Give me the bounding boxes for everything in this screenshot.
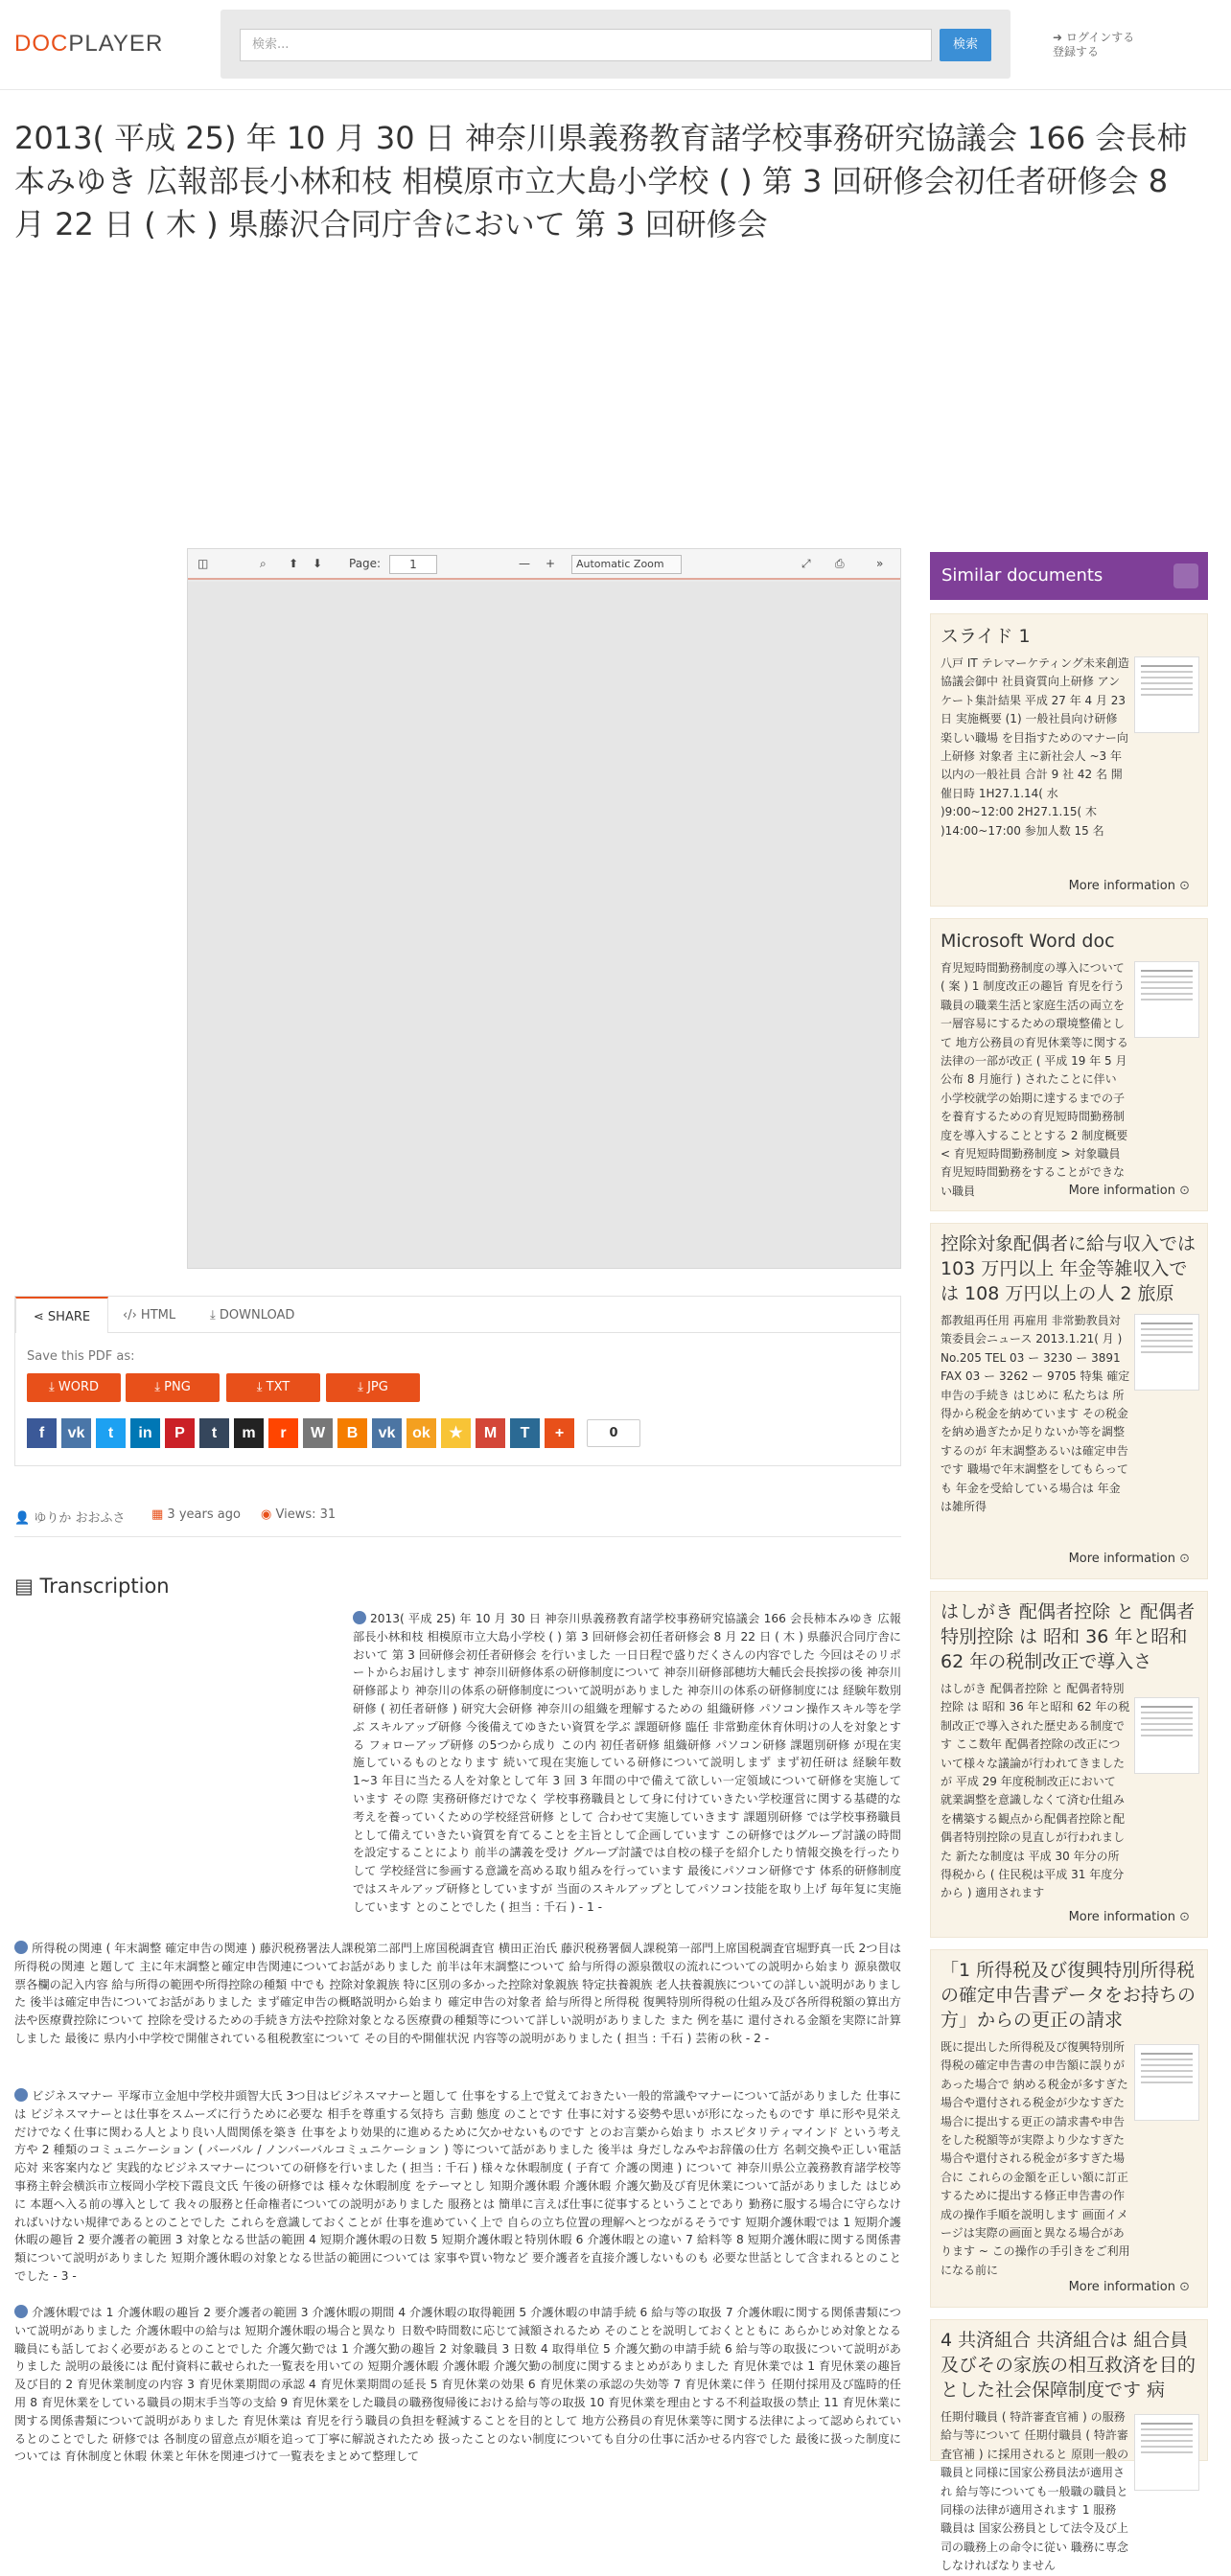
- similar-documents-header: Similar documents: [930, 552, 1208, 600]
- download-icon: ⤓: [210, 1308, 220, 1322]
- save-as-label: Save this PDF as:: [27, 1349, 135, 1364]
- similar-doc-card[interactable]: [930, 1591, 1208, 1938]
- document-thumbnail[interactable]: [1134, 656, 1199, 733]
- transcription-page-3: ビジネスマナー 平塚市立金旭中学校井頭智大氏 3つ目はビジネスマナーと題して 仕事をする上で覚えておきたい一般的常識やマナーについて話がありました 仕事には ビジネスマナーとは仕事をスムーズに行うために必要な 相手を尊重する気持ち 言動 態度 のことです 仕事に対する姿勢や思いが形になったものです 単に形や見栄えだけでなく仕事に関わる人とより良い人間関係を築き 仕事をより効果的に進めるために欠かせないものです とのお言葉から始まり ホスピタリティマインド という考え方や 2 種類のコミュニケーション ( バーバル / ノンバーバルコミュニケーション ) 等について話がありました 後半は 身だしなみやお辞儀の仕方 名刺交換や正しい電話応対 来客案内など 実践的なビジネスマナーについての研修を行いました ( 担当 : 千石 ) 様々な休暇制度 ( 子育て 介護の関連 ) について 神奈川県公立義務教育諸学校等事務主幹会横浜市立桜岡小学校下霞良文氏 午後の研修では 様々な休暇制度 をテーマとし 知期介護休暇 介護休暇 介護欠勤及び育児休業について話がありました はじめに 本題へ入る前の導入として 我々の服務と任命権者についての説明がありました 服務とは 簡単に言えば仕事に従事するということであり 勤務に服する場合に守らなければいけない規律であるとのことでした これらを意識しておくことが 仕事を進めていく上で 自らの立ち位置の理解へとつながるそうです 短期介護休暇では 1 短期介護休暇の趣旨 2 要介護者の範囲 3 対象となる世話の範囲 4 短期介護休暇の日数 5 短期介護休暇と特別休暇 6 介護休暇との違い 7 給料等 8 短期介護休暇に関する関係書類について説明がありました 短期介護休暇の対象となる世話の範囲については 家事や買い物など 要介護者を直接介護しないものも 必要な世話として含まれるとのことでした - 3 -: [14, 2089, 901, 2283]
- similar-doc-excerpt: 育児短時間勤務制度の導入について ( 案 ) 1 制度改正の趣旨 育児を行う職員の職業生活と家庭生活の両立を一層容易にするための環境整備として 地方公務員の育児休業等に関する法律の一部が改正 ( 平成 19 年 5 月公布 8 月施行 ) されたことに伴い 小学校就学の始期に達するまでの子を養育するための育児短時間勤務制度を導入することとする 2 制度概要 < 育児短時間勤務制度 > 対象職員 育児短時間勤務をすることができない職員: [941, 961, 1128, 1198]
- document-thumbnail[interactable]: [1134, 2044, 1199, 2121]
- document-icon: ▤: [14, 1575, 40, 1598]
- eye-icon: ◉: [261, 1507, 276, 1522]
- fullscreen-icon[interactable]: ⤢: [801, 557, 811, 570]
- tumblr-icon[interactable]: t: [199, 1418, 229, 1448]
- similar-doc-card[interactable]: [930, 1223, 1208, 1579]
- similar-doc-card[interactable]: [930, 1949, 1208, 2308]
- similar-doc-title[interactable]: Microsoft Word doc: [941, 931, 1115, 952]
- code-icon: ‹/›: [123, 1308, 141, 1322]
- previous-page-icon[interactable]: ⬆: [289, 557, 299, 570]
- next-page-icon[interactable]: ⬇: [313, 557, 323, 570]
- similar-doc-card[interactable]: [930, 918, 1208, 1211]
- document-thumbnail[interactable]: [1134, 1314, 1199, 1391]
- livejournal-icon[interactable]: T: [510, 1418, 540, 1448]
- more-information-link[interactable]: More information ⊙: [1069, 1552, 1190, 1566]
- document-thumbnail[interactable]: [1134, 1697, 1199, 1774]
- similar-doc-excerpt: 任期付職員 ( 特許審査官補 ) の服務 給与等について 任期付職員 ( 特許審査官補 ) に採用されると 原則一般の職員と同様に国家公務員法が適用され 給与等についても一般職の職員と同様の法律が適用されます 1 服務 職員は 国家公務員として法令及び上司の職務上の命令に従い 職務に専念しなければなりません: [941, 2410, 1129, 2573]
- star-icon[interactable]: ★: [441, 1418, 471, 1448]
- share-count: 0: [587, 1419, 640, 1447]
- page-title: 2013( 平成 25) 年 10 月 30 日 神奈川県義務教育諸学校事務研究協議会 166 会長柿本みゆき 広報部長小林和枝 相模原市立大島小学校 ( ) 第 3 回研修会初任者研修会 8 月 22 日 ( 木 ) 県藤沢合同庁舎において 第 3 回研修会: [14, 120, 1188, 242]
- facebook-icon[interactable]: f: [27, 1418, 57, 1448]
- pdf-viewer[interactable]: [187, 548, 901, 1269]
- search-input[interactable]: 検索...: [240, 29, 932, 61]
- print-icon[interactable]: ⎙: [835, 557, 845, 570]
- save-jpg-button[interactable]: ⤓ JPG: [326, 1373, 420, 1402]
- author-meta: 👤 ゆりか おおふさ: [14, 1511, 126, 1526]
- page-label: Page:: [349, 557, 382, 570]
- sidebar-toggle-icon[interactable]: ◫: [197, 557, 209, 570]
- similar-doc-excerpt: 八戸 IT テレマーケティング未来創造協議会御中 社員資質向上研修 アンケート集計結果 平成 27 年 4 月 23 日 実施概要 (1) 一般社員向け研修 楽しい職場 を目指すためのマナー向上研修 対象者 主に新社会人 ~3 年以内の一般社員 合計 9 社 42 名 開催日時 1H27.1.14( 水 )9:00~12:00 2H27.1.15( 木 )14:00~17:00 参加人数 15 名: [941, 656, 1129, 838]
- myspace-icon[interactable]: m: [234, 1418, 264, 1448]
- views-meta: ◉ Views: 31: [261, 1507, 337, 1522]
- more-information-link[interactable]: More information ⊙: [1069, 2280, 1190, 2294]
- viewer-toolbar: [188, 549, 900, 580]
- pinterest-icon[interactable]: P: [165, 1418, 195, 1448]
- gmail-icon[interactable]: M: [476, 1418, 505, 1448]
- more-tools-icon[interactable]: »: [876, 557, 884, 570]
- similar-documents-sidebar: [930, 552, 1208, 2573]
- twitter-icon[interactable]: t: [96, 1418, 126, 1448]
- similar-doc-excerpt: 既に提出した所得税及び復興特別所得税の確定申告書の申告額に誤りがあった場合で 納める税金が多すぎた場合や還付される税金が少なすぎた場合に提出する更正の請求書や申告をした税額等が実際より少なすぎた場合や還付される税金が多すぎた場合に これらの金額を正しい額に訂正するために提出する修正申告書の作成の操作手順を説明します 画面イメージは実際の画面と異なる場合があります ~ この操作の手引きをご利用になる前に: [941, 2040, 1130, 2277]
- linkedin-icon[interactable]: in: [130, 1418, 160, 1448]
- search-button[interactable]: 検索: [940, 29, 991, 61]
- similar-doc-title[interactable]: スライド 1: [941, 626, 1031, 647]
- page-number-input[interactable]: 1: [389, 555, 437, 574]
- reddit-icon[interactable]: r: [268, 1418, 298, 1448]
- similar-doc-title[interactable]: はしがき 配偶者控除 と 配偶者特別控除 は 昭和 36 年と昭和 62 年の税制改正で導入さ: [941, 1601, 1196, 1672]
- vk2-icon[interactable]: vk: [372, 1418, 402, 1448]
- register-link[interactable]: 登録する: [1053, 45, 1100, 58]
- zoom-in-icon[interactable]: +: [546, 557, 556, 570]
- viewer-canvas[interactable]: [188, 582, 900, 1268]
- docplayer-logo[interactable]: DOCPLAYER: [14, 31, 164, 57]
- page-marker-icon: [14, 2305, 28, 2318]
- tab-share[interactable]: ⋖ SHARE: [15, 1297, 108, 1333]
- share-panel: [14, 1296, 901, 1466]
- find-icon[interactable]: ⌕: [260, 557, 267, 570]
- share-icon: ⋖: [33, 1310, 48, 1324]
- puzzle-icon: [1173, 564, 1198, 588]
- divider: [14, 1536, 901, 1537]
- share-tabs: [15, 1297, 900, 1333]
- site-header: [0, 0, 1231, 90]
- more-information-link[interactable]: More information ⊙: [1069, 879, 1190, 893]
- page-marker-icon: [14, 1941, 28, 1954]
- zoom-out-icon[interactable]: —: [519, 557, 530, 570]
- tab-download[interactable]: ⤓ DOWNLOAD: [210, 1308, 295, 1322]
- vk-icon[interactable]: vk: [61, 1418, 91, 1448]
- user-icon: 👤: [14, 1511, 35, 1526]
- search-bar: [221, 10, 1010, 79]
- login-icon: ➜: [1053, 31, 1066, 44]
- save-png-button[interactable]: ⤓ PNG: [126, 1373, 220, 1402]
- similar-doc-excerpt: 都教組再任用 再雇用 非常勤教員対策委員会ニュース 2013.1.21( 月 ) No.205 TEL 03 ー 3230 ー 3891 FAX 03 ー 3262 ー 9705 特集 確定申告の手続き はじめに 私たちは 所得から税金を納めています その税金を納め過ぎたか足りないか等を調整するのが 年末調整あるいは確定申告です 職場で年末調整をしてもらっても 年金を受給している場合は 年金は雑所得: [941, 1314, 1130, 1514]
- zoom-select[interactable]: Automatic Zoom: [571, 555, 682, 574]
- more-information-link[interactable]: More information ⊙: [1069, 1184, 1190, 1198]
- login-area: [1053, 31, 1134, 59]
- transcription-page-4: 介護休暇では 1 介護休暇の趣旨 2 要介護者の範囲 3 介護休暇の期間 4 介護休暇の取得範囲 5 介護休暇の申請手続 6 給与等の取扱 7 介護休暇に関する関係書類について説明がありました 介護休暇中の給与は 短期介護休暇の場合と異なり 日数や時間数に応じて減額されるため そのことを説明しておくとともに あらかじめ対象となる職員にも話しておく必要があるとのことでした 介護欠勤では 1 介護欠勤の趣旨 2 対象職員 3 日数 4 取得単位 5 介護欠勤の申請手続 6 給与等の取扱について説明がありました 説明の最後には 配付資料に載せられた一覧表を用いての 短期介護休暇 介護休暇 介護欠勤の制度に関するまとめがありました 育児休業では 1 育児休業の趣旨及び目的 2 育児休業制度の内容 3 育児休業期間の承認 4 育児休業期間の延長 5 育児休業の効果 6 育児休業の承認の失効等 7 育児休業に伴う 任期付採用及び臨時的任用 8 育児休業をしている職員の期末手当等の支給 9 育児休業をした職員の職務復帰後における給与等の取扱 10 育児休業を理由とする不利益取扱の禁止 11 育児休業に関する関係書類について説明がありました 育児休業は 育児を行う職員の負担を軽減することを目的として 地方公務員の育児休業等に関する法律によって認められているとのことでした 研修では 各制度の留意点が順を追って丁寧に解説されたため 扱ったことのない制度についても自分の仕事に活かせる内容でした 最後に扱った制度については 育休制度と休暇 休業と年休を関連づけて一覧表をまとめて整理して: [14, 2306, 901, 2464]
- date-meta: ▦ 3 years ago: [151, 1507, 241, 1522]
- document-thumbnail[interactable]: [1134, 961, 1199, 1038]
- similar-doc-card[interactable]: [930, 2319, 1208, 2573]
- blogger-icon[interactable]: B: [337, 1418, 367, 1448]
- similar-doc-title[interactable]: 4 共済組合 共済組合は 組合員及びその家族の相互救済を目的とした社会保障制度です 病: [941, 2330, 1196, 2401]
- similar-doc-title[interactable]: 「1 所得税及び復興特別所得税の確定申告書データをお持ちの方」からの更正の請求: [941, 1960, 1196, 2031]
- save-txt-button[interactable]: ⤓ TXT: [226, 1373, 320, 1402]
- calendar-icon: ▦: [151, 1507, 168, 1522]
- tab-html[interactable]: ‹/› HTML: [123, 1308, 176, 1322]
- transcription-page-2: 所得税の関連 ( 年末調整 確定申告の関連 ) 藤沢税務署法人課税第二部門上席国税調査官 横田正治氏 藤沢税務署個人課税第一部門上席国税調査官堀野真一氏 2つ目は 所得税の関連 と題して 主に年末調整と確定申告関連についてお話がありました 前半は年末調整について 給与所得の源泉徴収の流れについての説明から始まり 源泉徴収票各欄の記入内容 給与所得の範囲や所得控除の種類 中でも 控除対象親族 特に区別の多かった控除対象親族 特定扶養親族 老人扶養親族についての詳しい説明がありました 後半は確定申告についてお話がありました まず確定申告の概略説明から始まり 確定申告の対象者 給与所得と所得税 復興特別所得税の仕組み及び各所得税額の算出方法や医療費控除について 控除を受けるための手続き方法や控除対象となる医療費の種類等について詳しい説明がありました また 例を基に 還付される金額を実際に計算しました 最後に 県内小中学校で開催されている租税教室について その目的や開催状況 内容等の説明がありました ( 担当 : 千石 ) 芸術の秋 - 2 -: [14, 1942, 901, 2045]
- page-marker-icon: [14, 2088, 28, 2102]
- similar-doc-title[interactable]: 控除対象配偶者に給与収入では 103 万円以上 年金等雑収入では 108 万円以上の人 2 旅原: [941, 1233, 1196, 1304]
- more-information-link[interactable]: More information ⊙: [1069, 1910, 1190, 1924]
- similar-doc-excerpt: はしがき 配偶者控除 と 配偶者特別控除 は 昭和 36 年と昭和 62 年の税制改正で導入された歴史ある制度です ここ数年 配偶者控除の改正について様々な議論が行われてきましたが 平成 29 年度税制改正において 就業調整を意識しなくて済む仕組みを構築する観点から配偶者控除と配偶者特別控除の見直しが行われました 新たな制度は 平成 30 年分の所得税から ( 住民税は平成 31 年度分から ) 適用されます: [941, 1682, 1130, 1900]
- transcription-heading: ▤ Transcription: [14, 1575, 170, 1598]
- login-link[interactable]: ログインする: [1065, 31, 1135, 44]
- odnoklassniki-icon[interactable]: ok: [406, 1418, 436, 1448]
- wordpress-icon[interactable]: W: [303, 1418, 333, 1448]
- plus-icon[interactable]: +: [545, 1418, 574, 1448]
- similar-doc-card[interactable]: [930, 613, 1208, 907]
- document-thumbnail[interactable]: [1134, 2414, 1199, 2491]
- save-word-button[interactable]: ⤓ WORD: [27, 1373, 121, 1402]
- transcription-page-1: 2013( 平成 25) 年 10 月 30 日 神奈川県義務教育諸学校事務研究協議会 166 会長柿本みゆき 広報部長小林和枝 相模原市立大島小学校 ( ) 第 3 回研修会初任者研修会 8 月 22 日 ( 木 ) 県藤沢合同庁舎において 第 3 回研修会初任者研修会 を行いました 一日日程で盛りだくさんの内容でした 今回はそのリポートからお届けします 神奈川研修体系の研修制度について 神奈川研修部穂坊大輔氏会長挨拶の後 神奈川研修部より 神奈川の体系の研修制度について説明がありました 神奈川の体系の研修制度には 経験年数別研修 ( 初任者研修 ) 研究大会研修 神奈川の組織を理解するための 組織研修 パソコン操作スキル等を学ぶ スキルアップ研修 今後備えてゆきたい資質を学ぶ 課題研修 臨任 非常勤産休育休明けの人を対象とする フォローアップ研修 の5つから成り この内 初任者研修 組織研修 パソコン研修 課題別研修 が現在実施しているものとなります 続いて現在実施している研修について説明しまず まず初任研は 経験年数 1~3 年目に当たる人を対象として年 3 回 3 年間の中で備えて欲しい一定領域について研修を実施しています その際 実務研修だけでなく 学校事務職員として身に付けていきたい学校運営に関する基礎的な考えを養っていくための学校経営研修 として 合わせて実施していきます 課題別研修 では学校事務職員として備えていきたい資質を育てることを主旨として企画しています この研修ではグループ討議の時間を設定することにより 前半の講義を受け グループ討議では自校の様子を紹介したり情報交換を行ったりして 学校経営に参画する意識を高める取り組みを行っています 最後にパソコン研修です 体系的研修制度ではスキルアップ研修としていますが 当面のスキルアップとしてパソコン技能を取り上げ 毎年复に実施しています とのことでした ( 担当 : 千石 ) - 1 -: [353, 1612, 902, 1914]
- page-marker-icon: [353, 1611, 366, 1624]
